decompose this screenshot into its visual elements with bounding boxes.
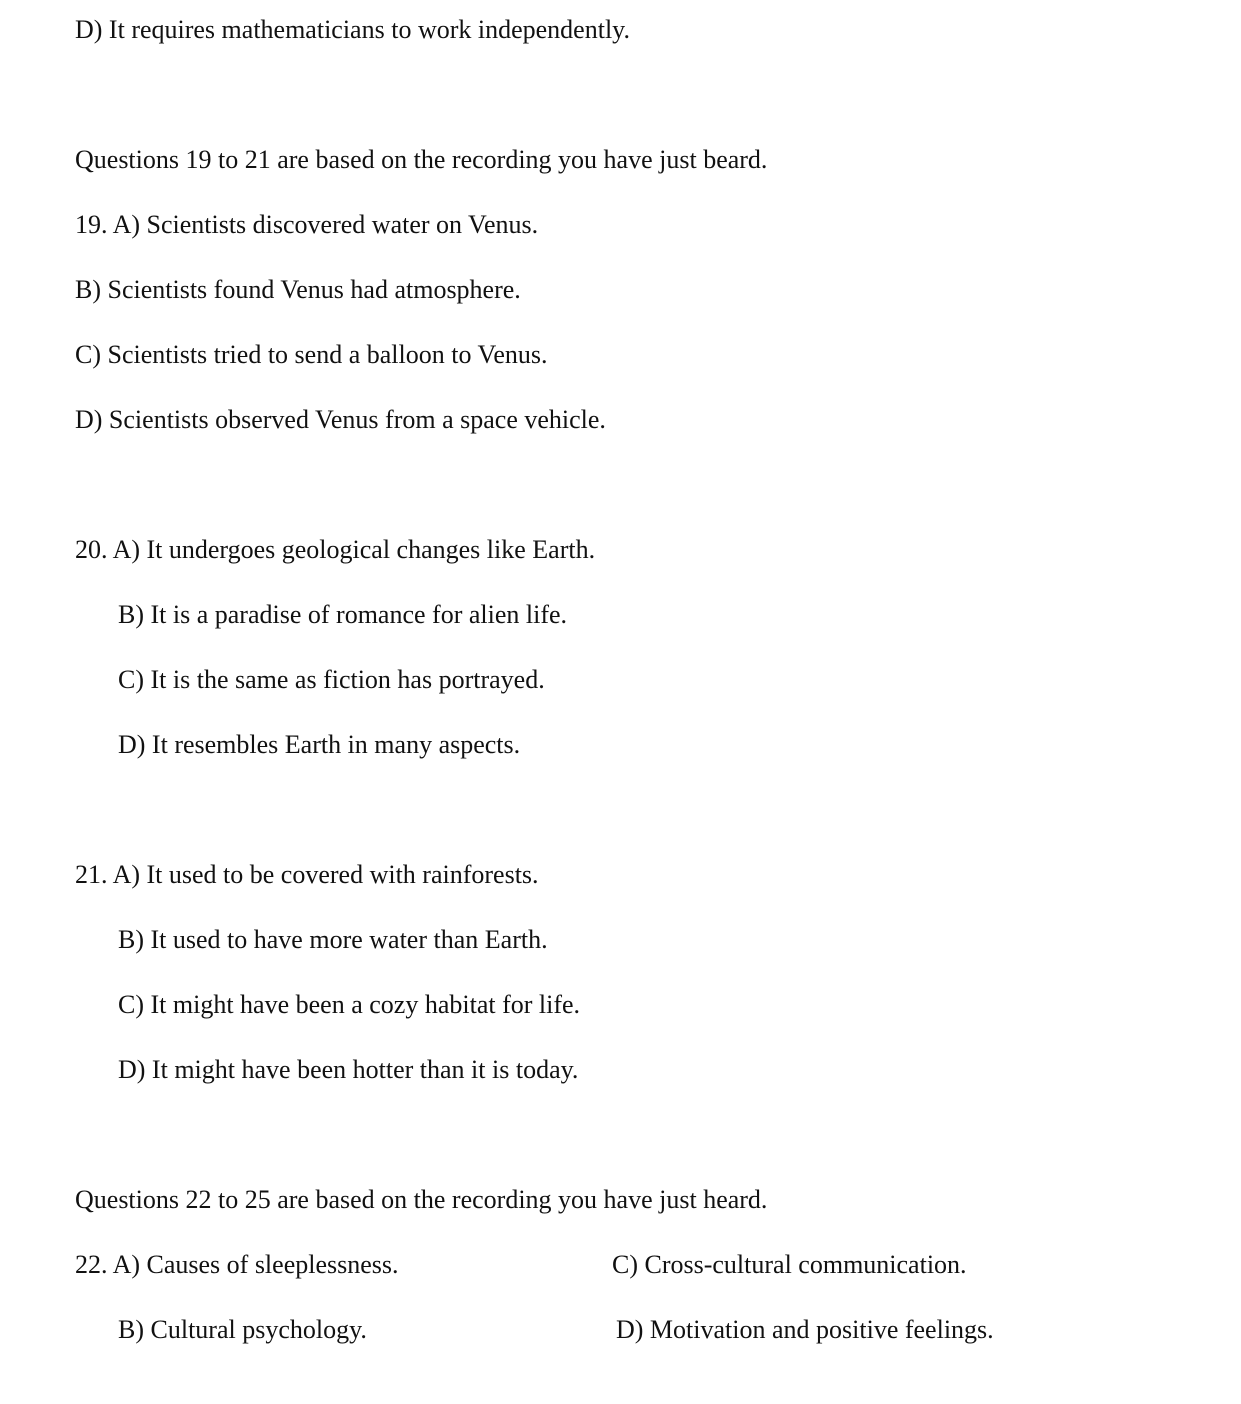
q18-option-d: D) It requires mathematicians to work independently. (75, 15, 630, 44)
section-heading-22-25: Questions 22 to 25 are based on the recording you have just heard. (75, 1185, 768, 1214)
q20-option-c: C) It is the same as fiction has portrayed. (118, 665, 545, 694)
q19-option-d: D) Scientists observed Venus from a space vehicle. (75, 405, 606, 434)
section-heading-19-21: Questions 19 to 21 are based on the recording you have just beard. (75, 145, 768, 174)
q20-option-d: D) It resembles Earth in many aspects. (118, 730, 521, 759)
q21-option-d: D) It might have been hotter than it is today. (118, 1055, 579, 1084)
q19-option-b: B) Scientists found Venus had atmosphere. (75, 275, 521, 304)
q19-option-a: 19. A) Scientists discovered water on Venus. (75, 210, 539, 239)
q20-option-a: 20. A) It undergoes geological changes like Earth. (75, 535, 596, 564)
q20-option-b: B) It is a paradise of romance for alien life. (118, 600, 568, 629)
q19-option-c: C) Scientists tried to send a balloon to Venus. (75, 340, 548, 369)
q21-option-a: 21. A) It used to be covered with rainforests. (75, 860, 539, 889)
q21-option-b: B) It used to have more water than Earth. (118, 925, 548, 954)
q22-option-d: D) Motivation and positive feelings. (616, 1315, 994, 1344)
q22-option-c: C) Cross-cultural communication. (612, 1250, 967, 1279)
q21-option-c: C) It might have been a cozy habitat for life. (118, 990, 581, 1019)
q22-option-b: B) Cultural psychology. (118, 1315, 367, 1344)
q22-option-a: 22. A) Causes of sleeplessness. (75, 1250, 399, 1279)
